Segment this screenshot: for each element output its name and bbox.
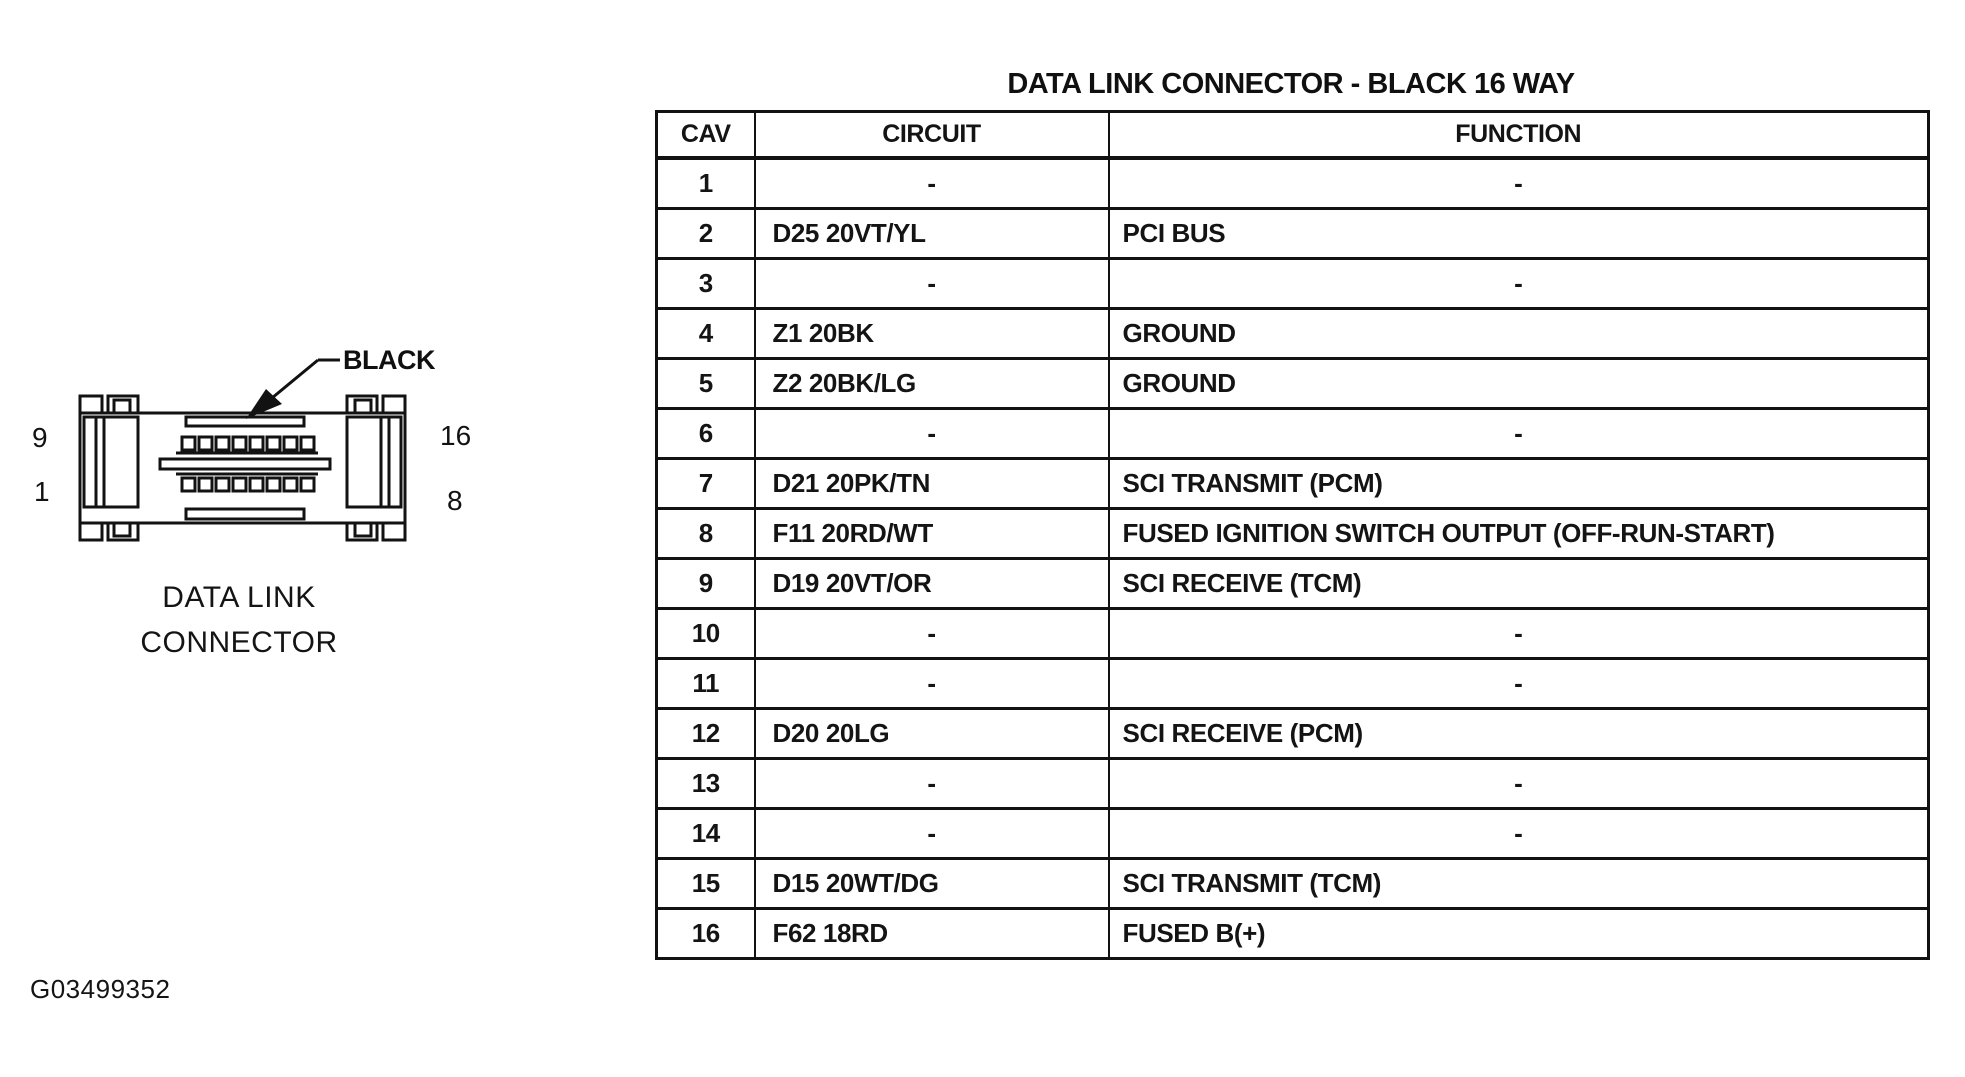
cell-circuit: - [755,409,1109,459]
cell-cav: 8 [657,509,755,559]
cell-circuit: F62 18RD [755,909,1109,959]
cell-cav: 15 [657,859,755,909]
cell-cav: 13 [657,759,755,809]
table-row [657,609,1929,659]
cell-function: SCI TRANSMIT (TCM) [1109,859,1929,909]
pin-label-8: 8 [447,485,463,516]
cell-cav: 7 [657,459,755,509]
cell-function: - [1109,158,1929,209]
cell-function: FUSED IGNITION SWITCH OUTPUT (OFF-RUN-START) [1109,509,1929,559]
column-header-circuit: CIRCUIT [755,112,1109,159]
connector-caption [96,575,382,665]
table-row [657,359,1929,409]
cell-cav: 3 [657,259,755,309]
cell-cav: 4 [657,309,755,359]
cell-cav: 9 [657,559,755,609]
cell-circuit: D15 20WT/DG [755,859,1109,909]
cell-cav: 12 [657,709,755,759]
cell-cav: 1 [657,158,755,209]
cell-function: GROUND [1109,309,1929,359]
cell-function: SCI TRANSMIT (PCM) [1109,459,1929,509]
table-row [657,309,1929,359]
pinout-table [655,110,1930,960]
column-header-function: FUNCTION [1109,112,1929,159]
pin-label-1: 1 [34,476,50,507]
table-row [657,559,1929,609]
table-header-row [657,112,1929,159]
figure-id: G03499352 [30,974,171,1004]
cell-circuit: F11 20RD/WT [755,509,1109,559]
pin-label-16: 16 [440,420,472,451]
table-row [657,909,1929,959]
table-row [657,259,1929,309]
table-row [657,209,1929,259]
column-header-cav: CAV [657,112,755,159]
table-row [657,459,1929,509]
table-row [657,859,1929,909]
table-row [657,809,1929,859]
cell-function: GROUND [1109,359,1929,409]
cell-cav: 14 [657,809,755,859]
cell-cav: 5 [657,359,755,409]
cell-circuit: D19 20VT/OR [755,559,1109,609]
cell-function: - [1109,259,1929,309]
cell-circuit: D25 20VT/YL [755,209,1109,259]
table-row [657,409,1929,459]
cell-circuit: Z1 20BK [755,309,1109,359]
connector-color-callout: BLACK [343,345,435,375]
table-row [657,709,1929,759]
cell-circuit: - [755,158,1109,209]
cell-function: - [1109,409,1929,459]
cell-cav: 11 [657,659,755,709]
table-row [657,659,1929,709]
cell-function: - [1109,809,1929,859]
cell-circuit: - [755,809,1109,859]
table-row [657,158,1929,209]
cell-circuit: - [755,259,1109,309]
cell-circuit: - [755,759,1109,809]
cell-function: FUSED B(+) [1109,909,1929,959]
data-link-connector-drawing-icon [60,345,430,555]
cell-function: SCI RECEIVE (TCM) [1109,559,1929,609]
table-row [657,759,1929,809]
cell-cav: 2 [657,209,755,259]
cell-circuit: - [755,609,1109,659]
cell-function: - [1109,759,1929,809]
cell-function: PCI BUS [1109,209,1929,259]
page-title: DATA LINK CONNECTOR - BLACK 16 WAY [1007,68,1575,100]
connector-caption-line1: DATA LINK [162,581,316,614]
cell-function: SCI RECEIVE (PCM) [1109,709,1929,759]
cell-cav: 10 [657,609,755,659]
cell-circuit: D20 20LG [755,709,1109,759]
cell-cav: 16 [657,909,755,959]
cell-cav: 6 [657,409,755,459]
cell-circuit: - [755,659,1109,709]
cell-circuit: D21 20PK/TN [755,459,1109,509]
pin-label-9: 9 [32,422,48,453]
cell-function: - [1109,609,1929,659]
table-row [657,509,1929,559]
cell-circuit: Z2 20BK/LG [755,359,1109,409]
connector-caption-line2: CONNECTOR [140,626,338,659]
cell-function: - [1109,659,1929,709]
